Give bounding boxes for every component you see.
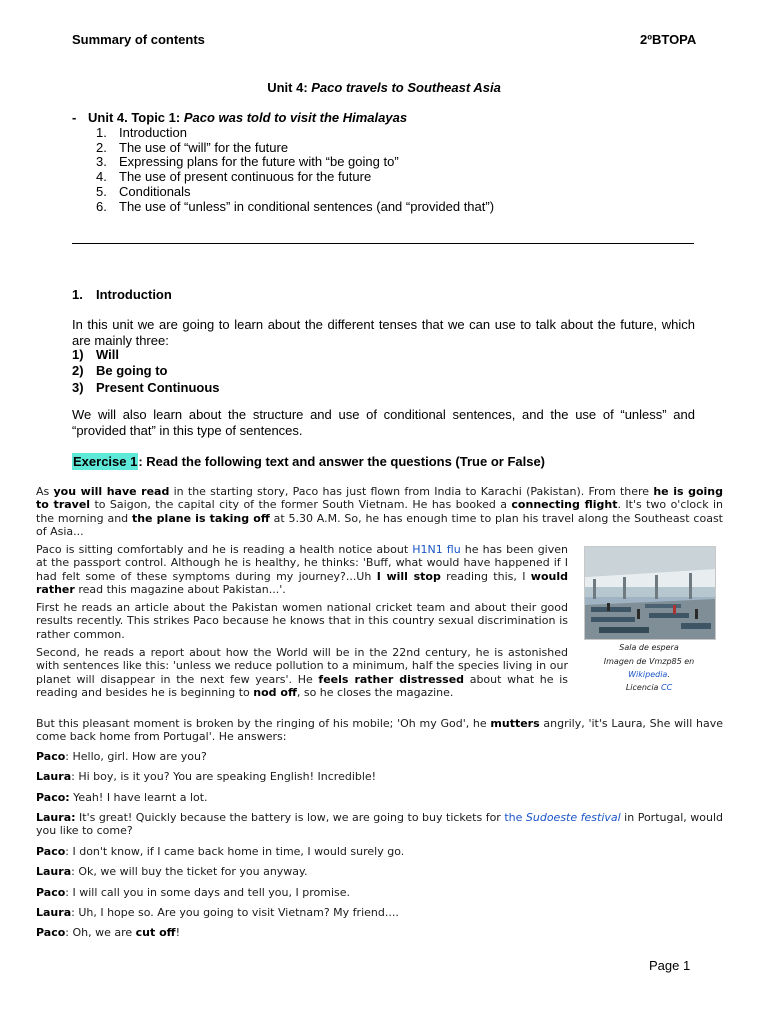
waiting-room-photo: [584, 546, 716, 640]
text-run: : I don't know, if I came back home in time, I would surely go.: [65, 845, 405, 858]
page-number: Page 1: [649, 958, 691, 973]
caption-period: .: [667, 670, 670, 679]
dialogue-line: [36, 906, 399, 919]
photo-caption-license: [584, 681, 714, 694]
dialogue-speaker: Laura: [36, 770, 72, 783]
section-divider: [72, 243, 694, 244]
contents-item: [96, 185, 494, 200]
dialogue-speaker: Laura:: [36, 811, 76, 824]
header-right: 2ºBTOPA: [640, 32, 697, 47]
tense-item: [72, 380, 220, 396]
contents-item-number: 4.: [96, 169, 107, 185]
tense-number: 3): [72, 379, 84, 395]
dialogue-line: [36, 811, 723, 838]
contents-item-number: 3.: [96, 154, 107, 170]
bold-phrase: would rather: [36, 569, 568, 596]
text-run: : I will call you in some days and tell you, I promise.: [65, 886, 351, 899]
text-run: to Saigon, the capital city of the former South Vietnam. He has booked a: [90, 498, 512, 512]
text-run: First he reads an article about the Pakistan women national cricket team and about their good results recently. This strikes Paco because he knows that in this country sexual discrimination is rather common.: [36, 601, 568, 641]
story-paragraph-2: [36, 543, 568, 596]
contents-item-label: Introduction: [119, 125, 187, 140]
story-paragraph-1: [36, 485, 723, 538]
cc-license-link[interactable]: CC: [660, 683, 673, 692]
text-run: : Ok, we will buy the ticket for you anyway.: [71, 865, 308, 878]
contents-item: [96, 141, 494, 156]
contents-item-label: The use of “unless” in conditional sentences (and “provided that”): [119, 198, 495, 214]
bold-phrase: feels rather distressed: [318, 672, 465, 686]
inline-link[interactable]: H1N1 flu: [412, 543, 461, 556]
inline-link[interactable]: the: [504, 811, 526, 824]
text-run: , so he closes the magazine.: [296, 685, 454, 699]
text-run: Yeah! I have learnt a lot.: [69, 791, 208, 804]
dialogue-speaker: Laura: [36, 865, 72, 878]
section-heading: [72, 287, 172, 302]
dialogue-line: [36, 865, 307, 878]
tense-label: Be going to: [96, 363, 168, 379]
topic-heading: [72, 110, 407, 125]
inline-link[interactable]: Sudoeste festival: [525, 811, 621, 824]
intro-paragraph-2: We will also learn about the structure and use of conditional sentences, and the use of “unless” and “provided that” in this type of sentences.: [72, 407, 695, 438]
dialogue-line: [36, 845, 404, 858]
contents-item-number: 6.: [96, 198, 107, 214]
tenses-list: [72, 347, 220, 396]
bold-phrase: you will have read: [53, 485, 170, 498]
bold-phrase: I will stop: [376, 569, 441, 583]
text-run: he has been given at the passport control. Although he is healthy, he thinks: 'Buff, what would have happened if I had felt some of these symptoms during my journey?...Uh: [36, 543, 568, 583]
bold-phrase: nod off: [253, 685, 297, 699]
contents-item-label: Expressing plans for the future with “be going to”: [119, 154, 399, 170]
unit-prefix: Unit 4:: [267, 80, 312, 95]
contents-item-number: 2.: [96, 139, 107, 155]
unit-title: [0, 80, 768, 95]
unit-name: Paco travels to Southeast Asia: [311, 80, 501, 95]
dialogue-line: [36, 750, 207, 763]
text-run: in the starting story, Paco has just flown from India to Karachi (Pakistan). From there: [169, 485, 654, 498]
airport-photo-image: [585, 547, 715, 639]
photo-caption-title: Sala de espera: [619, 643, 679, 652]
bold-phrase: the plane is taking off: [131, 511, 270, 525]
bold-phrase: mutters: [490, 717, 540, 730]
contents-item-label: The use of present continuous for the future: [119, 169, 372, 185]
bold-phrase: he is going to travel: [36, 485, 723, 512]
text-run: It's great! Quickly because the battery is low, we are going to buy tickets for: [75, 811, 505, 824]
text-run: : Hello, girl. How are you?: [65, 750, 207, 763]
dialogue-line: [36, 791, 208, 804]
photo-caption-source: [584, 668, 714, 681]
tense-number: 2): [72, 363, 84, 379]
dialogue-speaker: Paco: [36, 926, 66, 939]
dialogue-speaker: Paco: [36, 886, 66, 899]
dialogue-line: [36, 926, 180, 939]
dialogue-speaker: Paco: [36, 750, 66, 763]
contents-item: [96, 126, 494, 141]
tense-label: Will: [96, 347, 119, 362]
text-run: angrily, 'it's Laura, She will have come back home from Portugal'. He answers:: [36, 717, 723, 744]
contents-item-label: Conditionals: [119, 183, 191, 199]
tense-label: Present Continuous: [96, 379, 220, 395]
bold-phrase: cut off: [135, 926, 176, 939]
contents-list: [96, 126, 494, 214]
dialogue-speaker: Paco:: [36, 791, 70, 804]
text-run: As: [36, 485, 54, 498]
contents-item: [96, 155, 494, 170]
text-run: reading this, I: [440, 569, 531, 583]
text-run: about what he is reading and besides he is beginning to: [36, 672, 568, 699]
text-run: But this pleasant moment is broken by the ringing of his mobile; 'Oh my God', he: [36, 717, 491, 730]
topic-prefix: Unit 4. Topic 1:: [88, 110, 184, 125]
dialogue-speaker: Laura: [36, 906, 72, 919]
story-paragraph-5: [36, 717, 723, 744]
photo-caption-author: Imagen de Vmzp85 en: [603, 657, 695, 666]
story-paragraph-3: [36, 601, 568, 641]
text-run: Second, he reads a report about how the World will be in the 22nd century, he is astonished with sentences like this: 'unless we reduce pollution to a minimum, half the species living in our planet will disappear in the next few years'. He: [36, 646, 568, 686]
text-run: : Hi boy, is it you? You are speaking English! Incredible!: [71, 770, 377, 783]
text-run: at 5.30 A.M. So, he has enough time to plan his travel along the Southeast coast of Asia...: [36, 511, 723, 538]
topic-dash: -: [72, 110, 77, 125]
tense-item: [72, 347, 220, 363]
text-run: in Portugal, would you like to come?: [36, 811, 723, 838]
dialogue-line: [36, 770, 376, 783]
section-number: 1.: [72, 287, 83, 302]
tense-item: [72, 363, 220, 379]
contents-item: [96, 170, 494, 185]
text-run: read this magazine about Pakistan...'.: [74, 582, 286, 596]
story-paragraph-4: [36, 646, 568, 699]
contents-item: [96, 200, 494, 215]
dialogue-speaker: Paco: [36, 845, 66, 858]
contents-item-number: 1.: [96, 125, 107, 140]
dialogue-line: [36, 886, 350, 899]
text-run: : Uh, I hope so. Are you going to visit Vietnam? My friend....: [71, 906, 399, 919]
tense-number: 1): [72, 347, 84, 362]
intro-paragraph: In this unit we are going to learn about the different tenses that we can use to talk about the future, which are mainly three:: [72, 317, 695, 348]
bold-phrase: connecting flight: [511, 498, 618, 512]
topic-title: Paco was told to visit the Himalayas: [183, 110, 408, 125]
exercise-label: Exercise 1: [73, 454, 138, 469]
contents-item-label: The use of “will” for the future: [119, 139, 289, 155]
section-title: Introduction: [96, 287, 172, 302]
wikipedia-link[interactable]: Wikipedia: [628, 670, 668, 679]
license-label: Licencia: [625, 683, 661, 692]
text-run: Paco is sitting comfortably and he is reading a health notice about: [36, 543, 413, 556]
contents-item-number: 5.: [96, 183, 107, 199]
text-run: . It's two o'clock in the morning and: [36, 498, 724, 525]
exercise-heading: [72, 454, 545, 469]
exercise-instructions: : Read the following text and answer the questions (True or False): [138, 454, 546, 469]
text-run: : Oh, we are: [65, 926, 136, 939]
text-run: !: [175, 926, 180, 939]
header-left: Summary of contents: [72, 32, 205, 47]
